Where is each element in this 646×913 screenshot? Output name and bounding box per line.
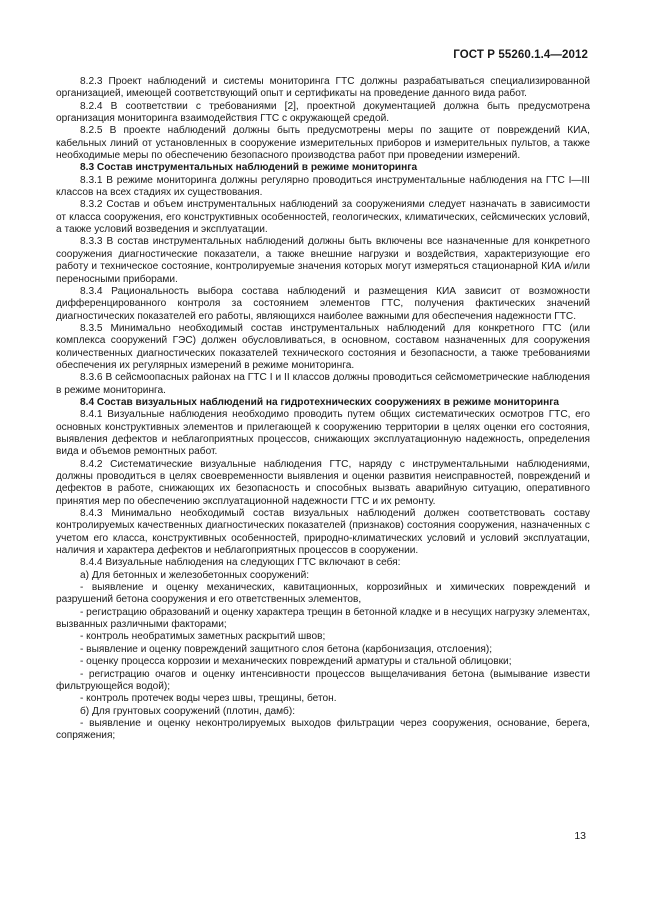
list-item: - контроль необратимых заметных раскрытий швов; [80, 631, 326, 643]
list-item: - регистрацию очагов и оценку интенсивности процессов выщелачивания бетона (вымывание извести фильтрующейся водой); [56, 668, 590, 692]
list-item: - контроль протечек воды через швы, трещины, бетон. [80, 693, 337, 705]
list-heading-soil: б) Для грунтовых сооружений (плотин, дамб): [80, 705, 296, 717]
paragraph-8-2-3: 8.2.3 Проект наблюдений и системы мониторинга ГТС должны разрабатываться специализированной организацией, имеющей соответствующий опыт и сертификаты на проведение данного вида работ. [56, 76, 590, 100]
paragraph-8-4-3: 8.4.3 Минимально необходимый состав визуальных наблюдений должен соответствовать составу контролируемых качественных диагностических показателей (признаков) состояния сооружения, назначенных с учетом его класса, конструктивных особенностей, природно-климатических условий и условий эксплуатации, наличия и характера дефектов и неблагоприятных процессов в сооружении. [56, 508, 590, 557]
paragraph-8-4-2: 8.4.2 Систематические визуальные наблюдения ГТС, наряду с инструментальными наблюдениями, должны проводиться в целях своевременности выявления и оценки развития неисправностей, повреждений и дефектов в работе, снижающих их безопасность и способных вызвать аварийную ситуацию, оперативного принятия мер по обеспечению эксплуатационной надежности ГТС и их ремонту. [56, 458, 590, 507]
paragraph-8-3-2: 8.3.2 Состав и объем инструментальных наблюдений за сооружениями следует назначать в зависимости от класса сооружения, его конструктивных особенностей, геологических, климатических, сейсмических условий, а также условий возведения и эксплуатации. [56, 199, 590, 236]
paragraph-8-2-4: 8.2.4 В соответствии с требованиями [2], проектной документацией должна быть предусмотрена организация мониторинга взаимодействия ГТС с окружающей средой. [56, 100, 590, 125]
list-item: - выявление и оценку неконтролируемых выходов фильтрации через сооружения, основание, берега, сопряжения; [56, 717, 590, 742]
paragraph-8-3-6: 8.3.6 В сейсмоопасных районах на ГТС I и II классов должны проводиться сейсмометрические наблюдения в режиме мониторинга. [56, 372, 590, 396]
list-item: - выявление и оценку механических, кавитационных, коррозийных и химических повреждений и разрушений бетона сооружения и его ответственных элементов, [56, 582, 590, 606]
paragraph-8-3-5: 8.3.5 Минимально необходимый состав инструментальных наблюдений для конкретного ГТС (или комплекса сооружений ГЭС) должен обусловливаться, в основном, составом назначенных для сооружения количественных диагностических показателей технического состояния и безопасности, а также требованиями обеспечения их регулярных измерений в режиме мониторинга. [56, 322, 590, 371]
section-heading-8-3: 8.3 Состав инструментальных наблюдений в режиме мониторинга [80, 162, 418, 174]
document-body [56, 76, 590, 743]
list-item: - регистрацию образований и оценку характера трещин в бетонной кладке и в несущих нагрузку элементах, вызванных различными факторами; [56, 606, 591, 631]
page-number: 13 [574, 830, 586, 842]
paragraph-8-4-4: 8.4.4 Визуальные наблюдения на следующих ГТС включают в себя: [80, 557, 401, 569]
list-heading-concrete: а) Для бетонных и железобетонных сооружений: [80, 569, 310, 581]
list-item: - выявление и оценку повреждений защитного слоя бетона (карбонизация, отслоения); [80, 643, 493, 655]
standard-designation: ГОСТ Р 55260.1.4—2012 [453, 49, 588, 61]
paragraph-8-2-5: 8.2.5 В проекте наблюдений должны быть предусмотрены меры по защите от повреждений КИА, кабельных линий от установленных в сооружение измерительных приборов и измерительных пультов, а также необходимые меры по обеспечению безопасного производства работ при проведении измерений. [56, 125, 590, 162]
paragraph-8-3-4: 8.3.4 Рациональность выбора состава наблюдений и размещения КИА зависит от возможности дифференцированного контроля за состоянием элементов ГТС, получения фактических значений диагностических показателей его работы, являющихся наиболее важными для обеспечения надежности ГТС. [56, 285, 590, 322]
paragraph-8-3-1: 8.3.1 В режиме мониторинга должны регулярно проводиться инструментальные наблюдения на ГТС I—III классов на всех стадиях их существования. [56, 174, 590, 199]
section-heading-8-4: 8.4 Состав визуальных наблюдений на гидротехнических сооружениях в режиме мониторинга [80, 396, 560, 408]
paragraph-8-4-1: 8.4.1 Визуальные наблюдения необходимо проводить путем общих систематических осмотров ГТС, его основных конструктивных элементов и прилегающей к сооружению территории в целях оценки его состояния, выявления дефектов и неблагоприятных процессов, снижающих эксплуатационную надежность, определения вида и объемов ремонтных работ. [56, 409, 590, 458]
list-item: - оценку процесса коррозии и механических повреждений арматуры и стальной облицовки; [80, 656, 512, 668]
paragraph-8-3-3: 8.3.3 В состав инструментальных наблюдений должны быть включены все назначенные для конкретного сооружения диагностические показатели, а также внешние нагрузки и воздействия, характеризующие его работу и техническое состояние, контролируемые значения которых могут измеряться стационарной КИА и/или переносными приборами. [56, 236, 590, 285]
